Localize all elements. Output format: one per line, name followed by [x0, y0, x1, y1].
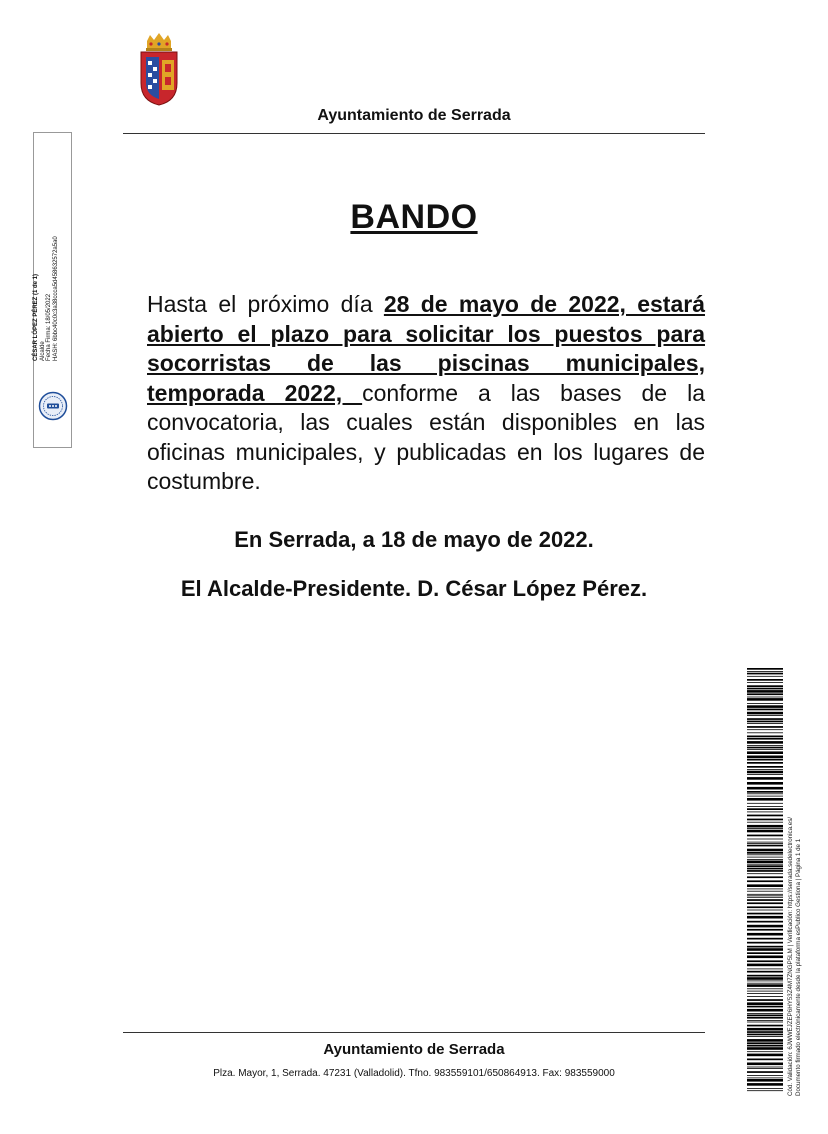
signature-role: Alcalde — [39, 341, 46, 361]
verification-line-2: Documento firmado electrónicamente desde la plataforma esPublico Gestiona | Página 1 de 1 — [794, 838, 802, 1096]
barcode-icon — [747, 668, 783, 1096]
body-intro: Hasta el próximo día — [147, 291, 384, 317]
body-highlight: 28 de mayo de 2022, estará abierto el plazo para solicitar los puestos para socorristas de las piscinas municipales, temporada 2022, — [147, 291, 705, 406]
footer-title: Ayuntamiento de Serrada — [323, 1041, 505, 1058]
signature-date: Fecha Firma: 18/05/2022 — [46, 293, 53, 361]
body-paragraph — [147, 290, 705, 497]
verification-text — [787, 817, 802, 1096]
coat-of-arms-icon — [138, 33, 180, 107]
document-title: BANDO — [350, 198, 478, 236]
footer-address: Plza. Mayor, 1, Serrada. 47231 (Valladolid). Tfno. 983559101/650864913. Fax: 983559000 — [213, 1068, 615, 1079]
signature-text — [33, 181, 59, 361]
signature-hash: HASH: 6bbc40c0c3a38ccca5d458632572a5a0 — [52, 236, 59, 361]
date-line: En Serrada, a 18 de mayo de 2022. — [234, 527, 594, 552]
header-title: Ayuntamiento de Serrada — [317, 107, 511, 124]
footer-divider — [123, 1032, 705, 1033]
verification-line-1: Cód. Validación: 6JWWEJZEP6HY53Z4M7ZNGP5LM | Verificación: https://serrada.sedelectronica.es/ — [787, 816, 794, 1096]
header-divider — [123, 133, 705, 134]
seal-icon — [38, 391, 68, 421]
body-rest: conforme a las bases de la convocatoria, las cuales están disponibles en las oficinas municipales, y publicadas en los lugares de costumbre. — [147, 379, 705, 494]
signature-signer: CÉSAR LÓPEZ PÉREZ (1 de 1) — [33, 273, 39, 361]
signer-line: El Alcalde-Presidente. D. César López Pérez. — [180, 576, 648, 601]
